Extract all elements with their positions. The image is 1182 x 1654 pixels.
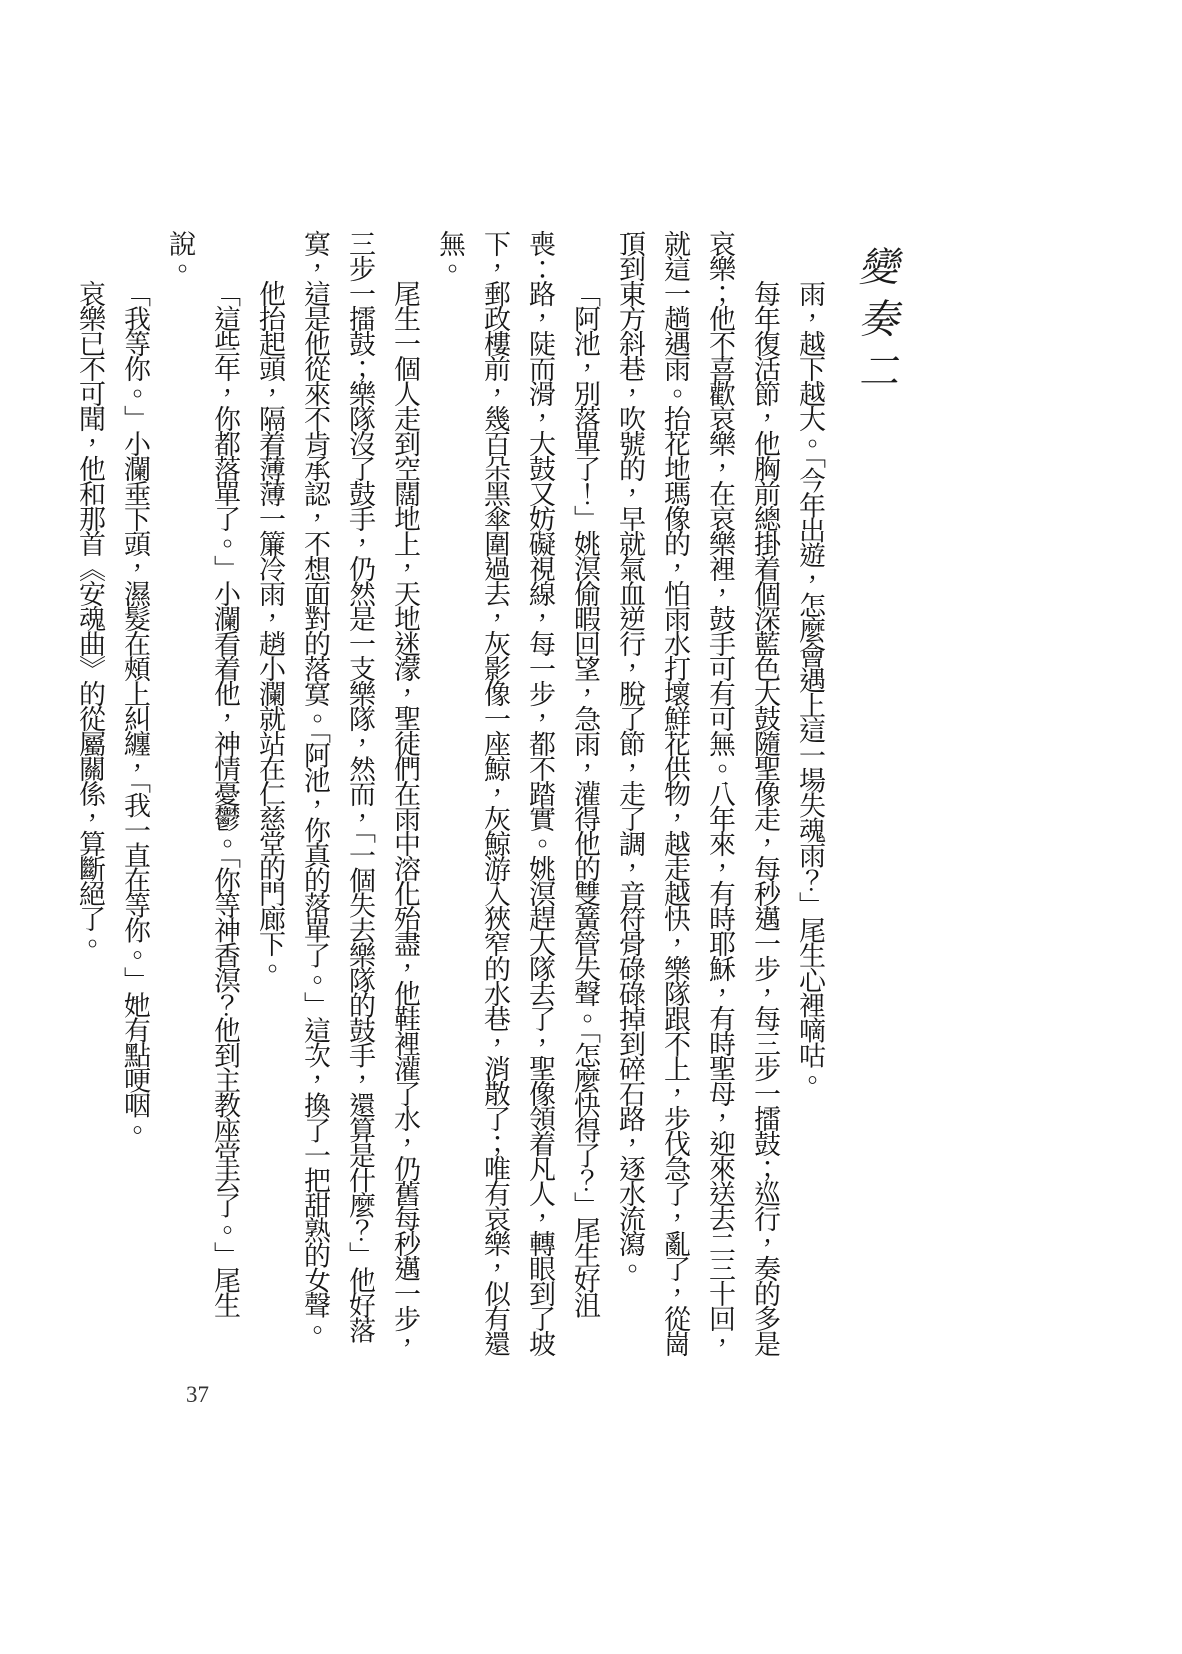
paragraph: 他抬起頭，隔着薄薄一簾冷雨，趙小瀾就站在仁慈堂的門廊下。 (255, 280, 285, 980)
chapter-title: 變奏二 (853, 246, 898, 402)
paragraph: 每年復活節，他胸前總掛着個深藍色大鼓隨聖像走，每秒邁一步，每三步一擂鼓；巡行，奏的多是哀樂；他不喜歡哀樂，在哀樂裡，鼓手可有可無。八年來，有時耶穌，有時聖母，迎來送去二三十回，就這一趟遇雨。抬花地瑪像的，怕雨水打壞鮮花供物，越走越快，樂隊跟不上，步伐急了，亂了，從崗頂到東方斜巷，吹號的，早就氣血逆行，脫了節，走了調，音符骨碌碌掉到碎石路，逐水流瀉。 (615, 230, 780, 1355)
paragraph: 「這些年，你都落單了。」小瀾看着他，神情憂鬱。「你等神香溟？他到主教座堂去了。」尾生說。 (165, 230, 240, 1317)
paragraph: 哀樂已不可聞，他和那首《安魂曲》的從屬關係，算斷絕了。 (75, 280, 105, 955)
text-block (67, 230, 904, 1362)
paragraph: 雨，越下越大。「今年出遊，怎麼會遇上這一場失魂雨？」尾生心裡嘀咕。 (795, 280, 825, 1092)
paragraph: 尾生一個人走到空闊地上，天地迷濛，聖徒們在雨中溶化殆盡，他鞋裡灌了水，仍舊每秒邁一步，三步一擂鼓；樂隊沒了鼓手，仍然是一支樂隊，然而，「一個失去樂隊的鼓手，還算是什麼？」他好落寞，這是他從來不肯承認，不想面對的落寞。「阿池，你真的落單了。」這次，換了一把甜熟的女聲。 (300, 230, 420, 1355)
paragraph: 「阿池，別落單了！」姚溟偷暇回望，急雨，灌得他的雙簧管失聲。「怎麼快得了？」尾生好沮喪：路，陡而滑，大鼓又妨礙視線，每一步，都不踏實。姚溟趕大隊去了，聖像領着凡人，轉眼到了坡下，郵政樓前，幾百朵黑傘圍過去，灰影像一座鯨，灰鯨游入狹窄的水巷，消散了；唯有哀樂，似有還無。 (435, 230, 600, 1355)
paragraph: 「我等你。」小瀾垂下頭，濕髮在頰上糾纏，「我一直在等你。」她有點哽咽。 (120, 280, 150, 1142)
page-number: 37 (186, 1382, 209, 1407)
